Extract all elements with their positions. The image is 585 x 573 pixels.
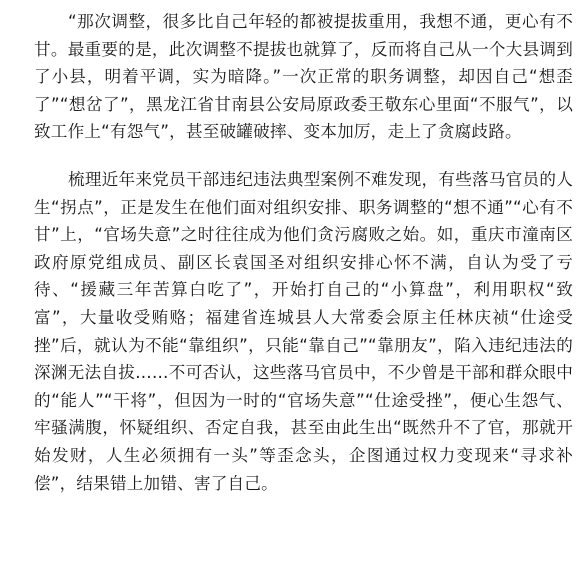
article-paragraph-1: “那次调整，很多比自己年轻的都被提拔重用，我想不通，更心有不甘。最重要的是，此次调整不提拔也就算了，反而将自己从一个大县调到了小县，明着平调，实为暗降。”一次正常的职务调整，却因自己“想歪了”“想岔了”，黑龙江省甘南县公安局原政委王敬东心里面“不服气”，以致工作上“有怨气”，甚至破罐破摔、变本加厉，走上了贪腐歧路。 [34, 12, 573, 142]
article-paragraph-2: 梳理近年来党员干部违纪违法典型案例不难发现，有些落马官员的人生“拐点”，正是发生在他们面对组织安排、职务调整的“想不通”“心有不甘”上，“官场失意”之时往往成为他们贪污腐败之始。如，重庆市潼南区政府原党组成员、副区长袁国圣对组织安排心怀不满，自认为受了亏待、“援藏三年苦算白吃了”，开始打自己的“小算盘”，利用职权“致富”，大量收受贿赂；福建省连城县人大常委会原主任林庆祯“仕途受挫”后，就认为不能“靠组织”，只能“靠自己”“靠朋友”，陷入违纪违法的深渊无法自拔……不可否认，这些落马官员中，不少曾是干部和群众眼中的“能人”“干将”，但因为一时的“官场失意”“仕途受挫”，便心生怨气、牢骚满腹，怀疑组织、否定自我，甚至由此生出“既然升不了官，那就开始发财，人生必须拥有一头”等歪念头，企图通过权力变现来“寻求补偿”，结果错上加错、害了自己。 [34, 169, 573, 493]
